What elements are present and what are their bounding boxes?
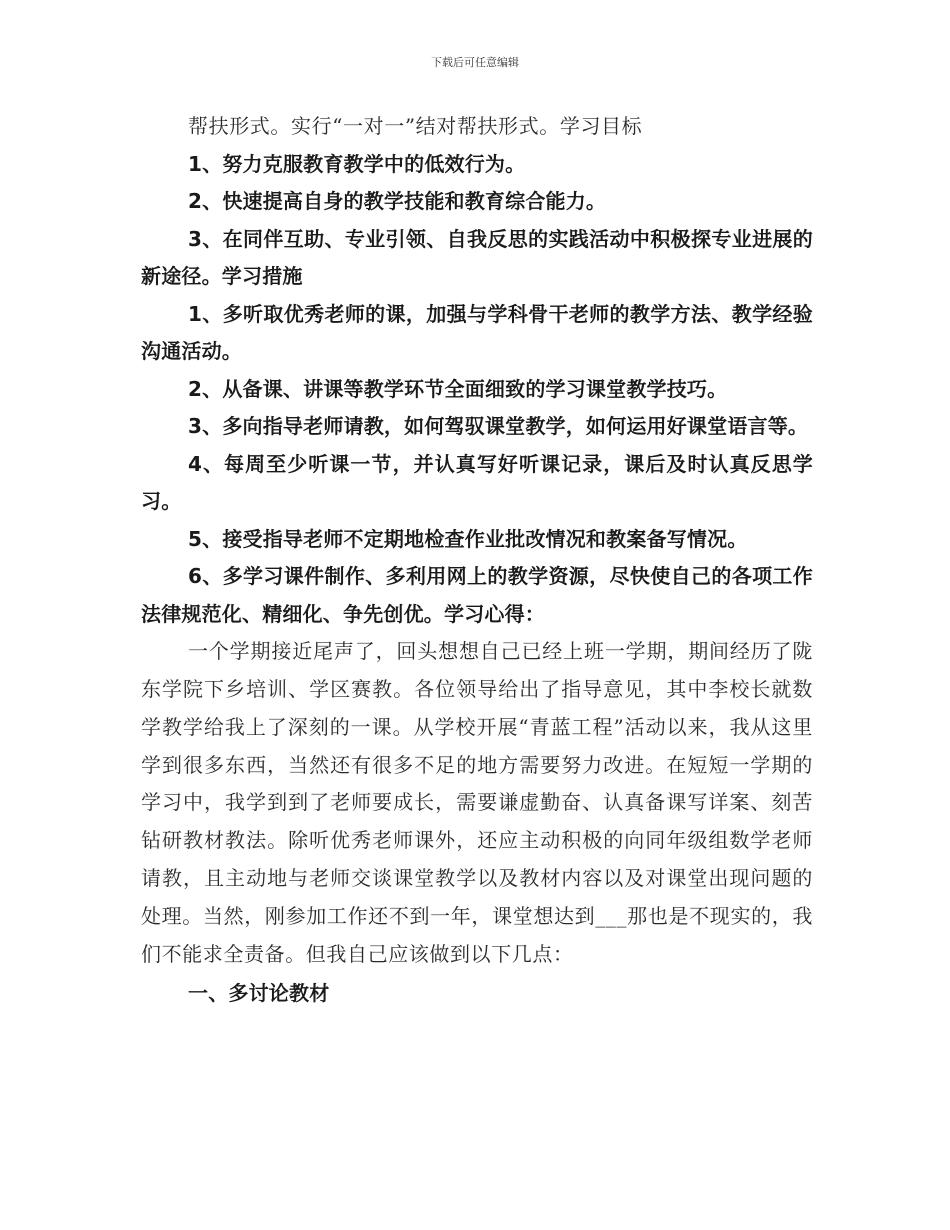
- document-body: [141, 108, 813, 1013]
- measure-item-1: 1、多听取优秀老师的课，加强与学科骨干老师的教学方法、教学经验沟通活动。: [141, 301, 813, 364]
- measure-item-2: 2、从备课、讲课等教学环节全面细致的学习课堂教学技巧。: [188, 376, 728, 401]
- goal-item-2: 2、快速提高自身的教学技能和教育综合能力。: [188, 189, 607, 214]
- measure-item-5: 5、接受指导老师不定期地检查作业批改情况和教案备写情况。: [188, 526, 748, 551]
- goal-item-3: 3、在同伴互助、专业引领、自我反思的实践活动中积极探专业进展的新途径。学习措施: [141, 226, 813, 289]
- section-heading: 一、多讨论教材: [188, 981, 330, 1006]
- measure-item-4: 4、每周至少听课一节，并认真写好听课记录，课后及时认真反思学习。: [141, 451, 813, 514]
- reflection-paragraph: 一个学期接近尾声了，回头想想自己已经上班一学期，期间经历了陇东学院下乡培训、学区赛教。各位领导给出了指导意见，其中李校长就数学教学给我上了深刻的一课。从学校开展“青蓝工程”活动以来，我从这里学到很多东西，当然还有很多不足的地方需要努力改进。在短短一学期的学习中，我学到到了老师要成长，需要谦虚勤奋、认真备课写详案、刻苦钻研教材教法。除听优秀老师课外，还应主动积极的向同年级组数学老师请教，且主动地与老师交谈课堂教学以及教材内容以及对课堂出现问题的处理。当然，刚参加工作还不到一年，课堂想达到___那也是不现实的，我们不能求全责备。但我自己应该做到以下几点：: [141, 639, 813, 966]
- paragraph-1: 帮扶形式。实行“一对一”结对帮扶形式。学习目标: [188, 114, 643, 138]
- page-header: 下载后可任意编辑: [431, 56, 519, 69]
- measure-item-3: 3、多向指导老师请教，如何驾驭课堂教学，如何运用好课堂语言等。: [188, 414, 809, 439]
- goal-item-1: 1、努力克服教育教学中的低效行为。: [188, 151, 526, 176]
- measure-item-6: 6、多学习课件制作、多利用网上的教学资源，尽快使自己的各项工作法律规范化、精细化、争先创优。学习心得：: [141, 564, 813, 626]
